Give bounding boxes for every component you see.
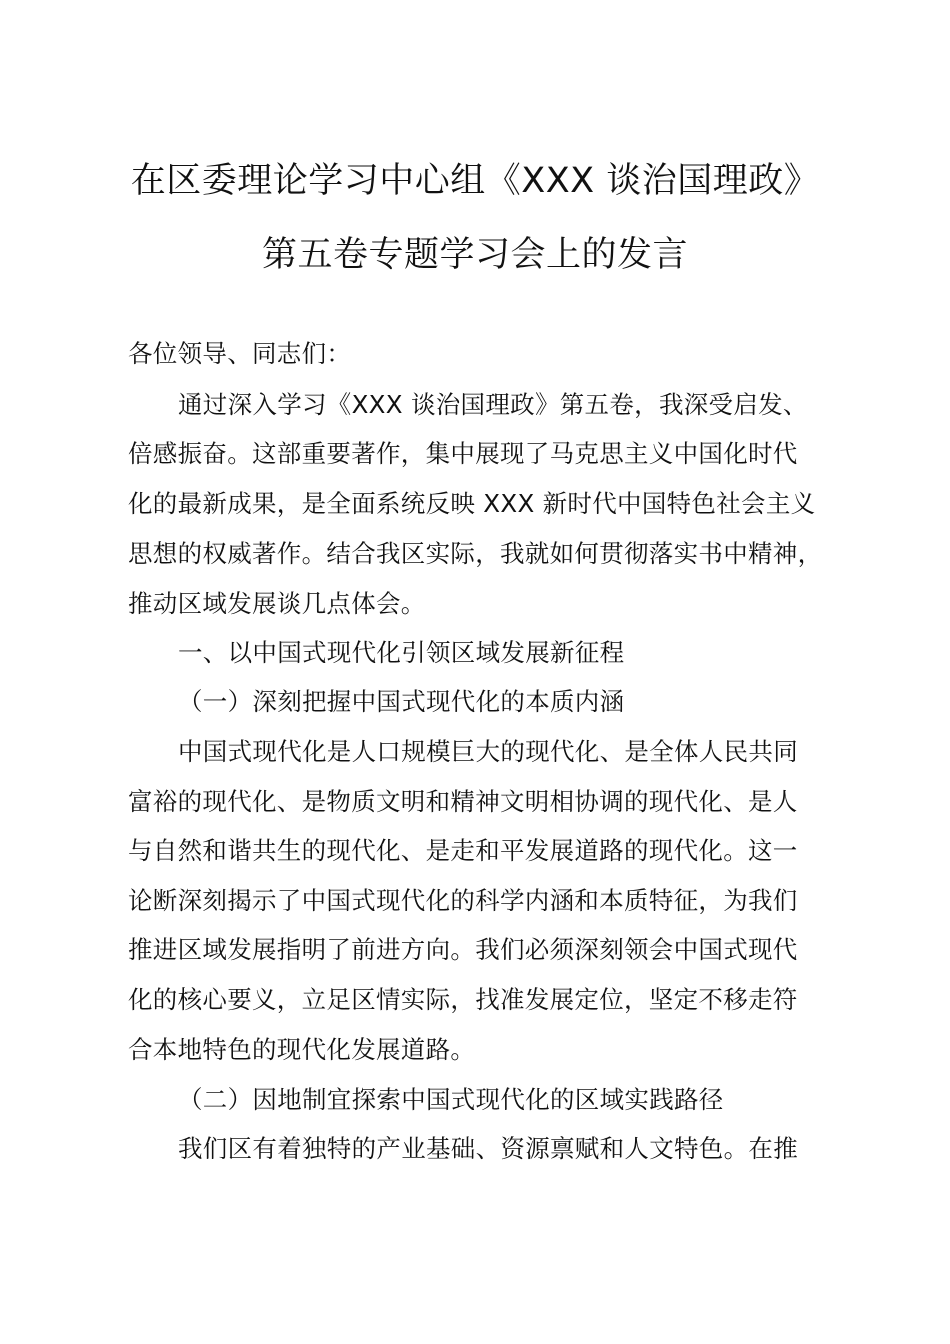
section-heading: 一、以中国式现代化引领区域发展新征程 [178, 638, 625, 667]
paragraph-line: 合本地特色的现代化发展道路。 [128, 1035, 476, 1064]
title-line-2: 第五卷专题学习会上的发言 [261, 235, 688, 275]
paragraph-line: 化的最新成果，是全面系统反映 XXX 新时代中国特色社会主义 [128, 489, 816, 518]
paragraph-line: 倍感振奋。这部重要著作，集中展现了马克思主义中国化时代 [128, 439, 798, 468]
paragraph-line: 论断深刻揭示了中国式现代化的科学内涵和本质特征，为我们 [128, 886, 798, 915]
paragraph-line: 中国式现代化是人口规模巨大的现代化、是全体人民共同 [178, 737, 798, 766]
paragraph-line: 我们区有着独特的产业基础、资源禀赋和人文特色。在推 [178, 1134, 798, 1163]
paragraph-line: 化的核心要义，立足区情实际，找准发展定位，坚定不移走符 [128, 985, 798, 1014]
title-line-1: 在区委理论学习中心组《XXX 谈治国理政》 [130, 161, 820, 201]
paragraph-line: 通过深入学习《XXX 谈治国理政》第五卷，我深受启发、 [178, 390, 808, 419]
paragraph-line: 富裕的现代化、是物质文明和精神文明相协调的现代化、是人 [128, 787, 798, 816]
salutation: 各位领导、同志们： [128, 339, 352, 368]
paragraph-line: 推进区域发展指明了前进方向。我们必须深刻领会中国式现代 [128, 935, 798, 964]
paragraph-line: 推动区域发展谈几点体会。 [128, 589, 426, 618]
paragraph-line: 与自然和谐共生的现代化、是走和平发展道路的现代化。这一 [128, 836, 798, 865]
subsection-heading: （一）深刻把握中国式现代化的本质内涵 [178, 687, 625, 716]
subsection-heading: （二）因地制宜探索中国式现代化的区域实践路径 [178, 1085, 724, 1114]
paragraph-line: 思想的权威著作。结合我区实际，我就如何贯彻落实书中精神， [128, 539, 823, 568]
